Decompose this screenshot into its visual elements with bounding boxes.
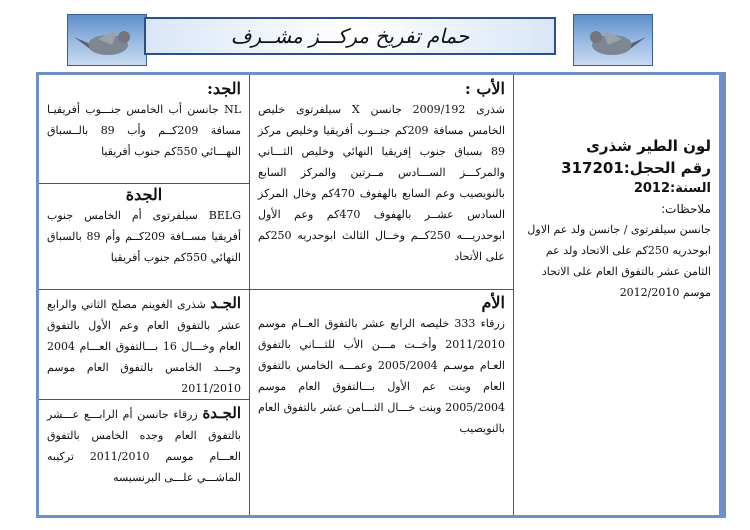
sire-cell: [250, 79, 513, 267]
dam-grandmother-cell: [39, 403, 249, 488]
page-title: حمام تفريخ مركـــز مشــرف: [230, 24, 470, 48]
row-divider: [39, 399, 249, 400]
dam-cell: [250, 293, 513, 439]
year-line: السنة:2012: [633, 181, 711, 196]
reg-line: رقم الحجل:317201: [561, 159, 711, 177]
page-title-banner: [144, 17, 556, 55]
sire-grandfather-cell: [39, 79, 249, 162]
sire-text: شذرى 2009/192 جانسن X سيلفرتوى خليص الخامس مسافة 209كم جنــوب أفريقيا وخليص مركز 89 بسباق جنوب إفريقيا النهائي وخليص الثـــاني والمركـــز الســـادس مــرتين والمركز السابع بالنويصيب وعم السابع بالهفوف 470كم وخال المركز السادس عشــر بالهفوف 470كم وعم الأول ابوحدريـــه 250كــم وخــال الثالث ابوحدريه 250كم على الأتحاد: [258, 103, 505, 263]
row-divider: [39, 289, 513, 290]
notes-label: ملاحظات:: [661, 202, 711, 216]
dam-grandfather-body: شذرى الغوينم مصلح الثاني والرابع عشر بالتفوق العام وعم الأول بالتفوق العام وخـــال 16 بـــالتفوق العـــام 2004 وجـــد الخامس بالتفوق العام موسم 2011/2010: [47, 298, 241, 395]
row-divider: [39, 183, 249, 184]
notes-text: جانسن سيلفرتوى / جانسن ولد عم الاول ابوحدريه 250كم على الاتحاد ولد عم الثامن عشر بالتفوق العام على الاتحاد موسم 2012/2010: [527, 223, 711, 299]
dam-grandfather-cell: [39, 293, 249, 399]
sire-grandmother-heading: الجدة: [125, 185, 163, 204]
dam-grandfather-text: [47, 293, 241, 399]
sire-grandfather-text: NL جانسن أب الخامس جنـــوب أفريقيـا مسافة 209كــم وأب 89 بالــسباق النهـــائي 550كم جنوب أفريقيا: [47, 103, 241, 158]
sire-heading: الأب :: [464, 79, 505, 98]
sire-grandmother-cell: [39, 185, 249, 268]
dam-grandmother-body: زرقاء جانسن أم الرابـــع عـــشر بالتفوق العام وجده الخامس بالتفوق العـــام موسم 2011/2010 تركيبه الماشـــي علـــى البرنسيسه: [47, 408, 241, 484]
dam-grandmother-text: [47, 403, 241, 488]
pigeon-photo-right: [573, 14, 653, 66]
pigeon-photo-left: [67, 14, 147, 66]
dam-text: زرقاء 333 خليصه الرابع عشر بالتفوق العــام موسم 2011/2010 وأخــت مـــن الأب للثـــاني بالتفوق العـام موسـم 2005/2004 وعمـــه الخامس بالتفوق العام وبنت عم الأول بـــالتفوق العام موسم 2005/2004 وبنت خـــال الثـــامن عشر بالتفوق العام بالنويصيب: [258, 317, 505, 435]
subject-info: [514, 135, 719, 303]
dam-grandmother-heading: الجـدة: [202, 404, 242, 422]
color-line: لون الطير شذرى: [586, 137, 711, 155]
dam-heading: الأم: [481, 293, 505, 312]
sire-grandmother-text: BELG سيلفرتوى أم الخامس جنوب أفريقيا مســافة 209كــم وأم 89 بالسباق النهائي 550كم جنوب أفريقيا: [47, 209, 241, 264]
sire-grandfather-heading: الجد:: [207, 79, 241, 98]
pedigree-frame: [36, 72, 726, 518]
dam-grandfather-heading: الجـد: [210, 294, 241, 312]
